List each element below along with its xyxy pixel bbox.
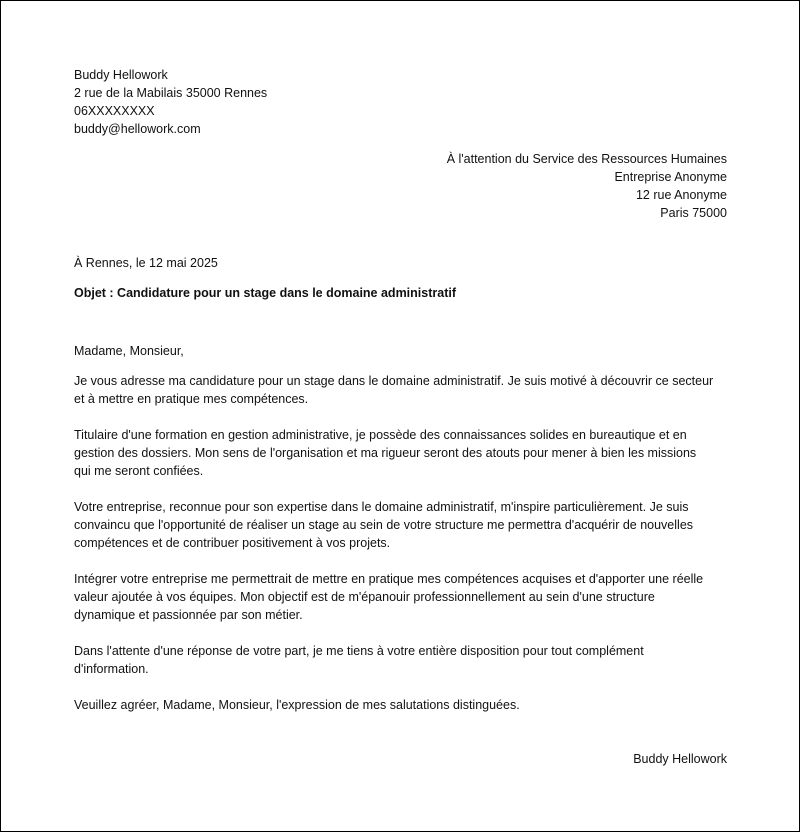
paragraph-intro xyxy=(74,372,734,408)
sender-name: Buddy Hellowork xyxy=(74,68,168,82)
sender-email: buddy@hellowork.com xyxy=(74,122,201,136)
recipient-street: 12 rue Anonyme xyxy=(635,188,727,202)
recipient-block xyxy=(307,150,727,222)
paragraph-line: et à mettre en pratique mes compétences. xyxy=(74,392,309,406)
paragraph-line: d'information. xyxy=(74,662,149,676)
paragraph-line: Votre entreprise, reconnue pour son expertise dans le domaine administratif, m'inspire particulièrement. Je suis xyxy=(74,500,689,514)
paragraph-line: qui me seront confiées. xyxy=(74,464,204,478)
paragraph-motivation xyxy=(74,570,734,624)
paragraph-line: Veuillez agréer, Madame, Monsieur, l'expression de mes salutations distinguées. xyxy=(74,698,520,712)
date-line: À Rennes, le 12 mai 2025 xyxy=(74,256,218,270)
paragraph-closing xyxy=(74,696,734,714)
paragraph-availability xyxy=(74,642,734,678)
recipient-company: Entreprise Anonyme xyxy=(614,170,727,184)
paragraph-company xyxy=(74,498,734,552)
signature: Buddy Hellowork xyxy=(633,752,727,766)
sender-block xyxy=(74,66,474,138)
paragraph-line: gestion des dossiers. Mon sens de l'organisation et ma rigueur seront des atouts pour mener à bien les missions xyxy=(74,446,697,460)
subject-line: Objet : Candidature pour un stage dans le domaine administratif xyxy=(74,286,456,300)
paragraph-line: dynamique et passionnée par son métier. xyxy=(74,608,303,622)
paragraph-line: Dans l'attente d'une réponse de votre part, je me tiens à votre entière disposition pour tout complément xyxy=(74,644,644,658)
paragraph-line: convaincu que l'opportunité de réaliser un stage au sein de votre structure me permettra d'acquérir de nouvelles xyxy=(74,518,694,532)
recipient-attention: À l'attention du Service des Ressources Humaines xyxy=(446,152,727,166)
paragraph-line: compétences et de contribuer positivement à vos projets. xyxy=(74,536,391,550)
paragraph-line: valeur ajoutée à vos équipes. Mon objectif est de m'épanouir professionnellement au sein d'une structure xyxy=(74,590,655,604)
sender-address: 2 rue de la Mabilais 35000 Rennes xyxy=(74,86,268,100)
paragraph-line: Intégrer votre entreprise me permettrait de mettre en pratique mes compétences acquises et d'apporter une réelle xyxy=(74,572,704,586)
paragraph-line: Titulaire d'une formation en gestion administrative, je possède des connaissances solides en bureautique et en xyxy=(74,428,687,442)
greeting: Madame, Monsieur, xyxy=(74,344,184,358)
sender-phone: 06XXXXXXXX xyxy=(74,104,155,118)
recipient-city: Paris 75000 xyxy=(660,206,727,220)
paragraph-qualifications xyxy=(74,426,734,480)
paragraph-line: Je vous adresse ma candidature pour un stage dans le domaine administratif. Je suis motivé à découvrir ce secteur xyxy=(74,374,714,388)
